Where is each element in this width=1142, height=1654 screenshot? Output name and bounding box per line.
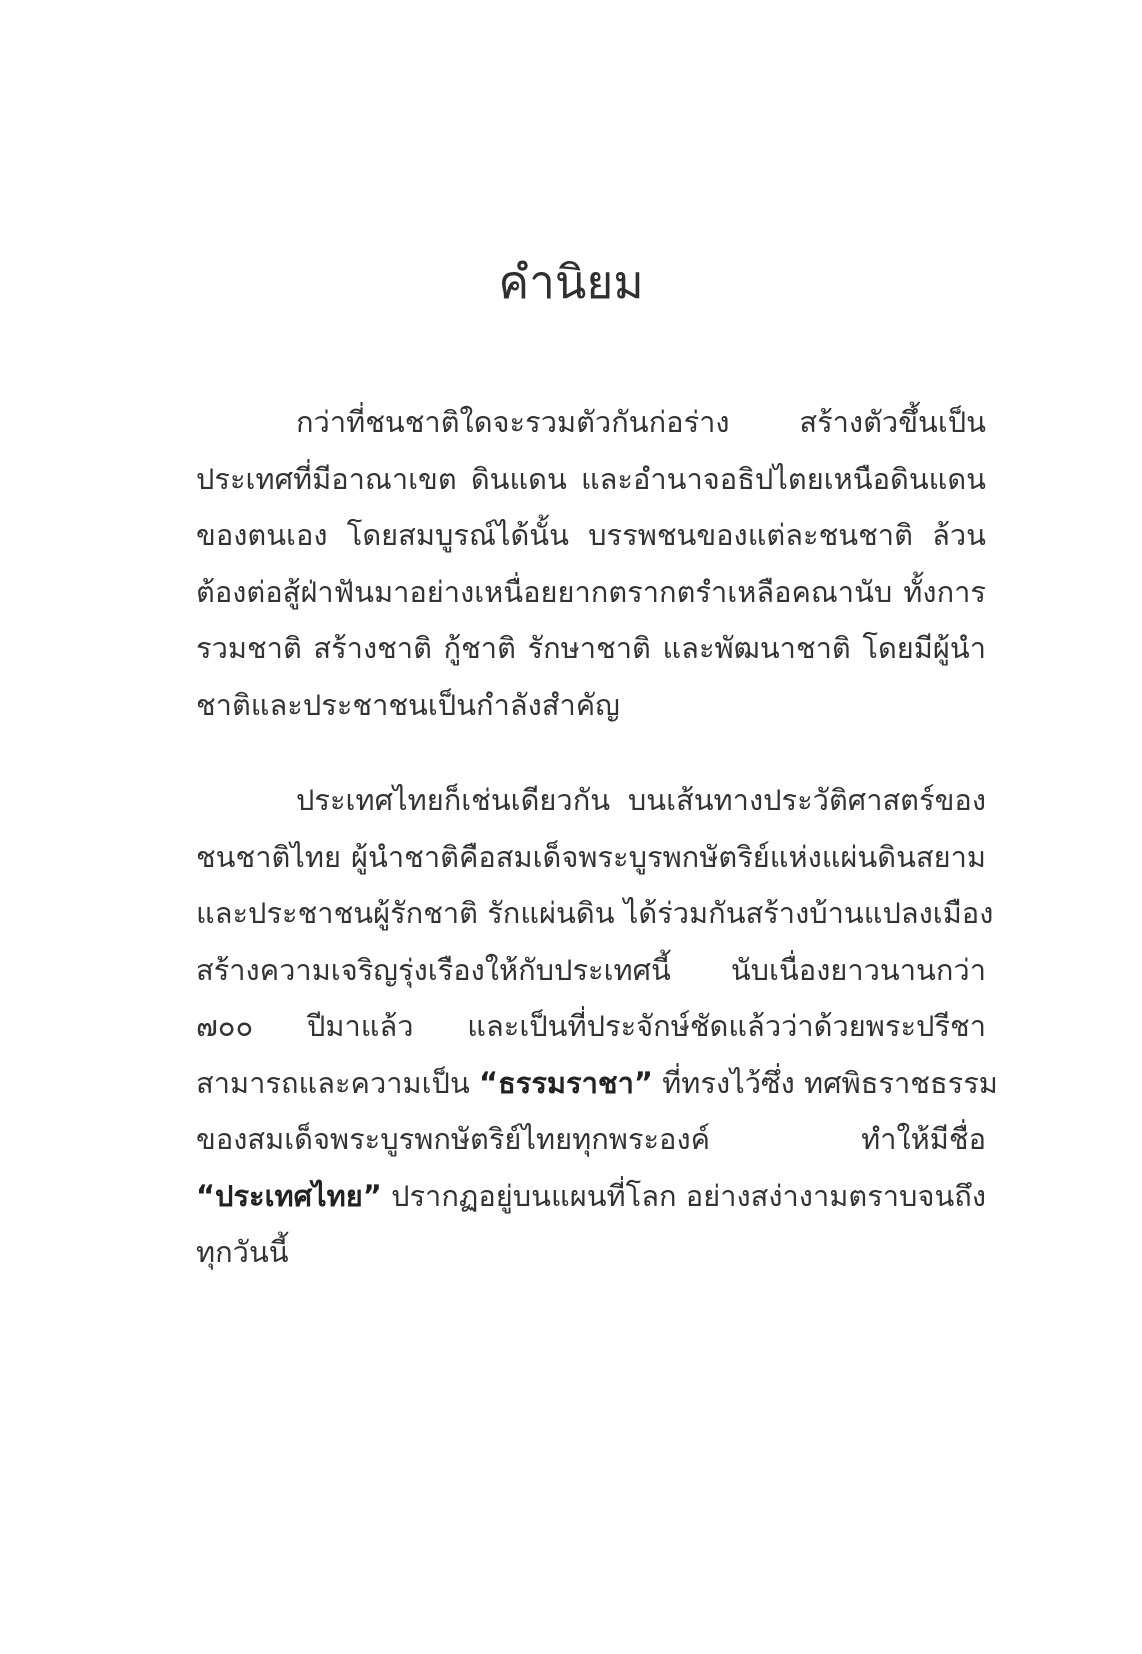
- paragraph-line: [196, 1168, 986, 1225]
- paragraph-line: ชนชาติไทย ผู้นำชาติคือสมเด็จพระบูรพกษัตริย์แห่งแผ่นดินสยาม: [196, 839, 986, 874]
- bold-term-dhammaraja: “ธรรมราชา”: [479, 1065, 653, 1100]
- paragraph-line: [196, 1055, 998, 1112]
- paragraph-line: ทุกวันนี้: [196, 1235, 289, 1269]
- paragraph-line: ประเทศไทยก็เช่นเดียวกัน บนเส้นทางประวัติศาสตร์ของ: [296, 783, 986, 817]
- paragraph-line: ๗๐๐ ปีมาแล้ว และเป็นที่ประจักษ์ชัดแล้วว่าด้วยพระปรีชา: [196, 1009, 986, 1043]
- page-title: คำนิยม: [498, 255, 644, 309]
- paragraph-line: ต้องต่อสู้ฝ่าฟันมาอย่างเหนื่อยยากตรากตรำเหลือคณานับ ทั้งการ: [196, 574, 986, 609]
- line-text: ปรากฏอยู่บนแผนที่โลก อย่างสง่างามตราบจนถึง: [381, 1178, 986, 1213]
- line-text: สามารถและความเป็น: [196, 1065, 480, 1100]
- paragraph-line: และประชาชนผู้รักชาติ รักแผ่นดิน ได้ร่วมกันสร้างบ้านแปลงเมือง: [196, 896, 994, 930]
- paragraph-1: [196, 394, 986, 733]
- bold-term-thailand: “ประเทศไทย”: [196, 1178, 382, 1213]
- paragraph-line: รวมชาติ สร้างชาติ กู้ชาติ รักษาชาติ และพัฒนาชาติ โดยมีผู้นำ: [196, 631, 986, 665]
- paragraph-line: ชาติและประชาชนเป็นกำลังสำคัญ: [196, 687, 620, 722]
- line-text: ที่ทรงไว้ซึ่ง ทศพิธราชธรรม: [652, 1065, 998, 1100]
- paragraph-2: [196, 772, 998, 1281]
- paragraph-line: กว่าที่ชนชาติใดจะรวมตัวกันก่อร่าง สร้างตัวขึ้นเป็น: [296, 405, 986, 439]
- paragraph-line: สร้างความเจริญรุ่งเรืองให้กับประเทศนี้ นับเนื่องยาวนานกว่า: [196, 952, 986, 987]
- paragraph-line: ของตนเอง โดยสมบูรณ์ได้นั้น บรรพชนของแต่ละชนชาติ ล้วน: [196, 518, 986, 552]
- paragraph-line: ประเทศที่มีอาณาเขต ดินแดน และอำนาจอธิปไตยเหนือดินแดน: [196, 461, 986, 496]
- paragraph-line: ของสมเด็จพระบูรพกษัตริย์ไทยทุกพระองค์ ทำให้มีชื่อ: [196, 1122, 986, 1156]
